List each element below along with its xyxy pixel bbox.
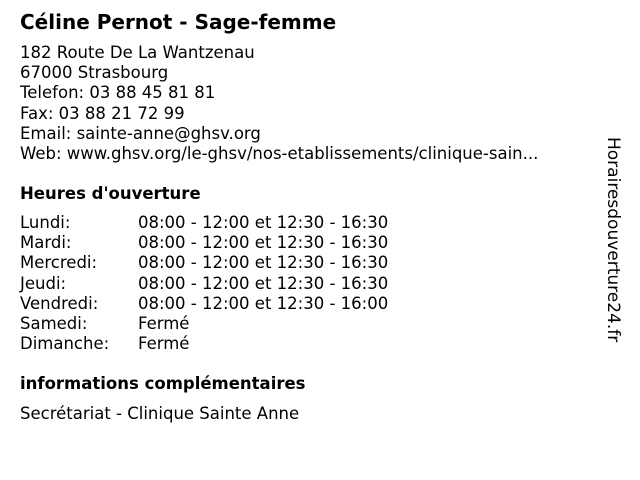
info-heading: informations complémentaires [20,374,306,393]
time-value: 08:00 - 12:00 et 12:30 - 16:00 [138,293,389,313]
day-label: Jeudi: [20,273,67,293]
day-label: Mercredi: [20,253,98,273]
phone-number: Telefon: 03 88 45 81 81 [20,83,216,103]
contact-block [20,43,538,164]
time-value: Fermé [138,334,190,354]
day-label: Mardi: [20,233,72,253]
page-title: Céline Pernot - Sage-femme [20,10,337,34]
email-address: Email: sainte-anne@ghsv.org [20,123,261,143]
hours-heading: Heures d'ouverture [20,184,201,203]
fax-number: Fax: 03 88 21 72 99 [20,103,185,123]
day-label: Samedi: [20,313,88,333]
time-value: 08:00 - 12:00 et 12:30 - 16:30 [138,273,389,293]
address-city: 67000 Strasbourg [20,63,169,83]
day-label: Lundi: [20,213,71,232]
website-url: Web: www.ghsv.org/le-ghsv/nos-etablissements/clinique-sain... [20,144,539,164]
time-value: 08:00 - 12:00 et 12:30 - 16:30 [138,253,389,273]
day-label: Dimanche: [20,334,110,354]
day-label: Vendredi: [20,293,99,313]
info-text: Secrétariat - Clinique Sainte Anne [20,404,300,423]
time-value: 08:00 - 12:00 et 12:30 - 16:30 [138,233,389,253]
time-value: 08:00 - 12:00 et 12:30 - 16:30 [138,213,389,232]
address-street: 182 Route De La Wantzenau [20,43,255,62]
watermark-text: Horairesdouverture24.fr [603,137,623,343]
time-value: Fermé [138,313,190,333]
